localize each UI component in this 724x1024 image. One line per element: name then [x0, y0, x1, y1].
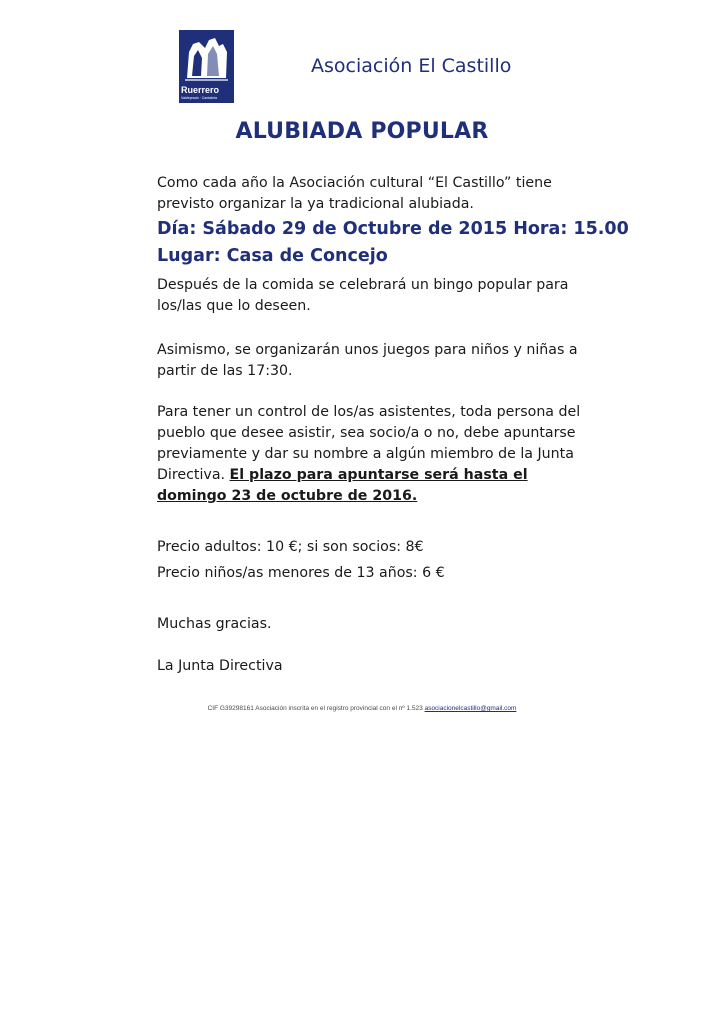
- event-date-line: Día: Sábado 29 de Octubre de 2015 Hora: 15.00: [157, 219, 629, 239]
- bingo-paragraph: Después de la comida se celebrará un bingo popular para los/las que lo deseen.: [157, 277, 569, 314]
- price-adults: Precio adultos: 10 €; si son socios: 8€: [157, 539, 424, 555]
- page-title: ALUBIADA POPULAR: [235, 119, 489, 144]
- thanks-text: Muchas gracias.: [157, 616, 272, 632]
- footer-email-link[interactable]: asociacionelcastillo@gmail.com: [424, 705, 517, 712]
- signature-text: La Junta Directiva: [157, 658, 283, 674]
- registration-deadline: El plazo para apuntarse será hasta el domingo 23 de octubre de 2016.: [157, 467, 528, 504]
- intro-paragraph: Como cada año la Asociación cultural “El Castillo” tiene previsto organizar la ya tradicional alubiada.: [157, 175, 552, 212]
- logo-subtitle: Valdeprado · Cantabria: [181, 96, 217, 100]
- logo-name: Ruerrero: [181, 85, 220, 95]
- registration-text: Para tener un control de los/as asistentes, toda persona del pueblo que desee asistir, sea socio/a o no, debe apuntarse previamente y dar su nombre a algún miembro de la Junta Directiva.: [157, 404, 581, 483]
- games-paragraph: Asimismo, se organizarán unos juegos para niños y niñas a partir de las 17:30.: [157, 342, 578, 379]
- event-place-line: Lugar: Casa de Concejo: [157, 246, 388, 266]
- registration-paragraph: [157, 402, 597, 507]
- footer: [0, 705, 724, 712]
- association-logo: [179, 30, 234, 103]
- footer-registration: CIF G39298161 Asociación inscrita en el registro provincial con el nº 1.523: [207, 705, 423, 712]
- organization-name: Asociación El Castillo: [311, 55, 512, 77]
- price-children: Precio niños/as menores de 13 años: 6 €: [157, 565, 445, 581]
